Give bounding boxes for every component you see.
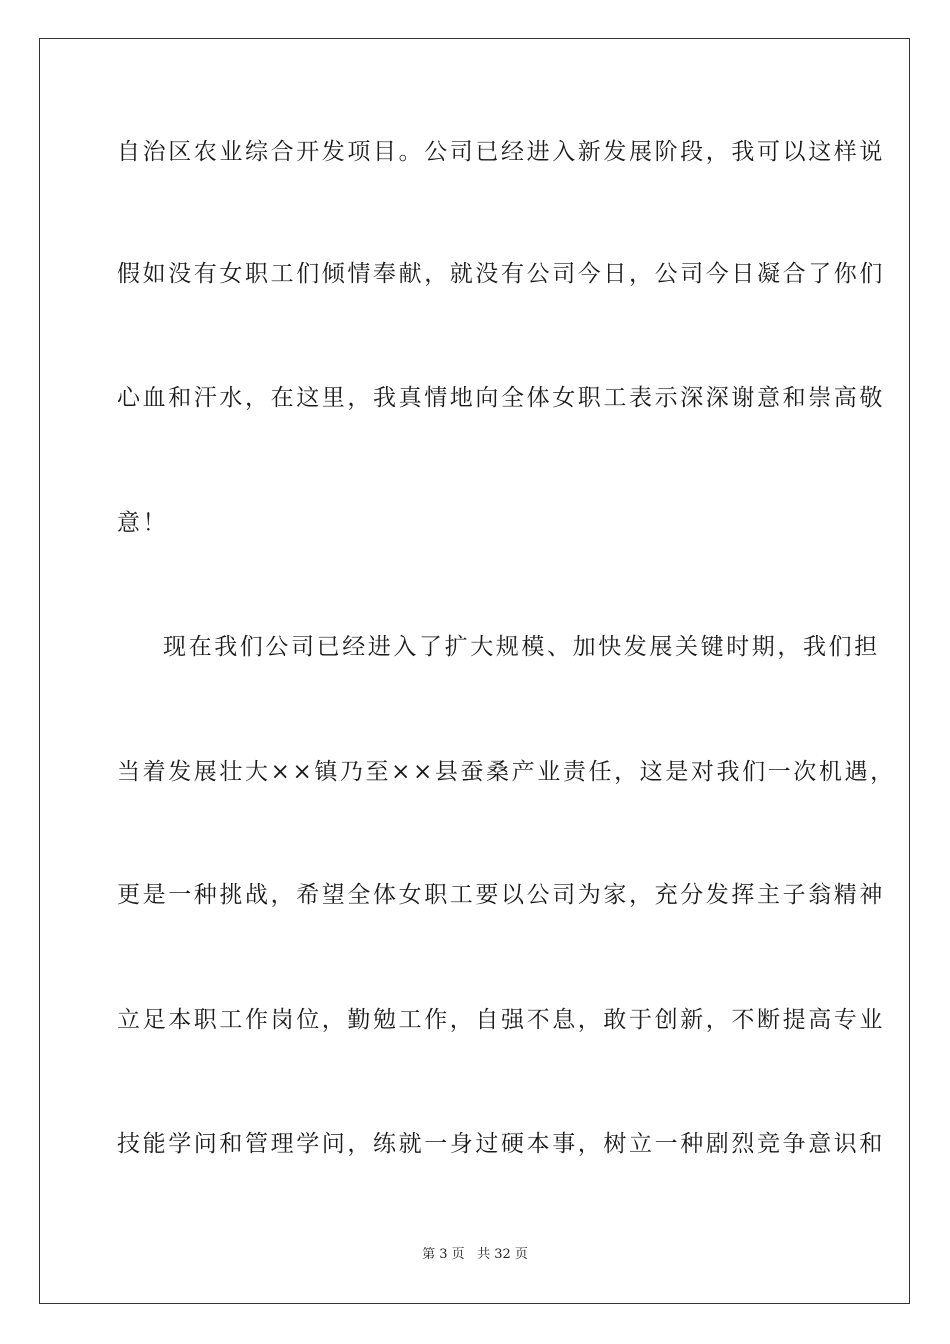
page-footer (0, 1246, 950, 1264)
body-text-line: 更是一种挑战，希望全体女职工要以公司为家，充分发挥主子翁精神 (117, 882, 885, 908)
body-text-line: 自治区农业综合开发项目。公司已经进入新发展阶段，我可以这样说 (117, 139, 885, 165)
page-border (39, 38, 910, 1304)
body-text-line: 当着发展壮大××镇乃至××县蚕桑产业责任，这是对我们一次机遇， (117, 759, 896, 785)
body-text-line: 意！ (117, 510, 169, 536)
paragraph-first-line: 现在我们公司已经进入了扩大规模、加快发展关键时期，我们担 (163, 634, 880, 660)
body-text-line: 技能学问和管理学问，练就一身过硬本事，树立一种剧烈竞争意识和 (117, 1131, 885, 1157)
body-text-line: 心血和汗水，在这里，我真情地向全体女职工表示深深谢意和崇高敬 (117, 385, 885, 411)
body-text-line: 假如没有女职工们倾情奉献，就没有公司今日，公司今日凝合了你们 (117, 261, 885, 287)
total-pages: 共 32 页 (477, 1247, 528, 1262)
page-number: 第 3 页 (422, 1247, 465, 1262)
body-text-line: 立足本职工作岗位，勤勉工作，自强不息，敢于创新，不断提高专业 (117, 1007, 885, 1033)
